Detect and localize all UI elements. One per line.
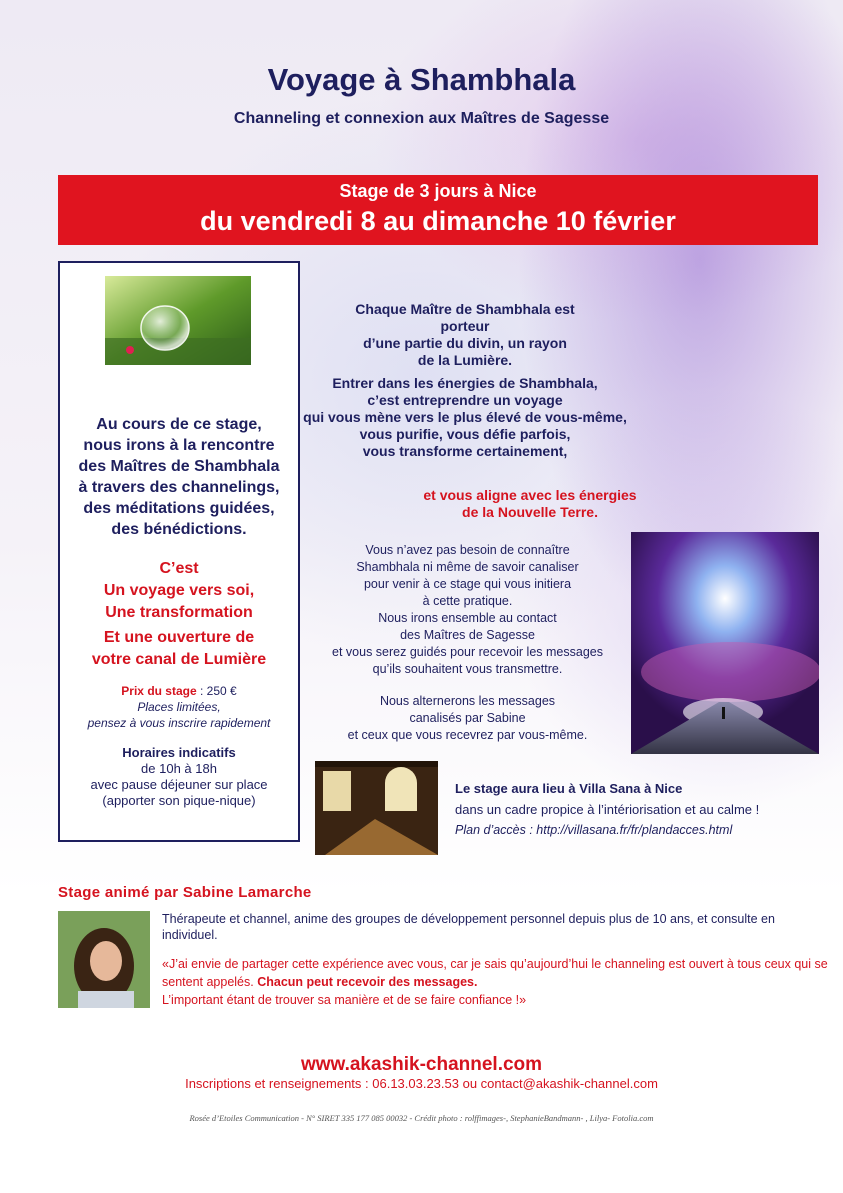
trainer-quote bbox=[162, 955, 832, 1009]
text-line: et vous serez guidés pour recevoir les messages bbox=[332, 645, 603, 659]
text-line: Chaque Maître de Shambhala est porteur bbox=[355, 301, 575, 334]
venue-plan-link[interactable]: Plan d’accès : http://villasana.fr/fr/plandacces.html bbox=[455, 823, 733, 837]
text-line: c’est entreprendre un voyage bbox=[367, 392, 563, 408]
hours-line: avec pause déjeuner sur place bbox=[90, 777, 268, 792]
text-line: à cette pratique. bbox=[422, 594, 513, 608]
price-block bbox=[60, 683, 298, 731]
page-title: Voyage à Shambhala bbox=[267, 62, 576, 97]
banner-duration: Stage de 3 jours à Nice bbox=[339, 181, 537, 201]
text-line: vous transforme certainement, bbox=[362, 443, 568, 459]
date-banner bbox=[58, 175, 818, 245]
text-line: vous purifie, vous défie parfois, bbox=[359, 426, 571, 442]
statement-line: Une transformation bbox=[105, 604, 253, 621]
stage-intro bbox=[60, 414, 298, 540]
intro-line: des méditations guidées, bbox=[83, 500, 275, 517]
price-note: Places limitées, bbox=[137, 700, 221, 714]
text-line: canalisés par Sabine bbox=[409, 711, 526, 725]
text-line: Nous irons ensemble au contact bbox=[378, 611, 557, 625]
paragraph-masters bbox=[330, 301, 600, 369]
venue-desc: dans un cadre propice à l’intériorisation et au calme ! bbox=[455, 802, 760, 817]
intro-line: des bénédictions. bbox=[111, 521, 247, 538]
text-line: de la Nouvelle Terre. bbox=[462, 504, 598, 520]
hours-block bbox=[60, 745, 298, 809]
intro-line: des Maîtres de Shambhala bbox=[78, 458, 280, 475]
intro-line: à travers des channelings, bbox=[78, 479, 280, 496]
venue-block bbox=[455, 778, 759, 841]
venue-title: Le stage aura lieu à Villa Sana à Nice bbox=[455, 781, 683, 796]
price-value: : 250 € bbox=[196, 684, 237, 698]
intro-line: nous irons à la rencontre bbox=[83, 437, 275, 454]
galaxy-path-image bbox=[631, 532, 819, 754]
text-line: d’une partie du divin, un rayon bbox=[363, 335, 567, 351]
price-note: pensez à vous inscrire rapidement bbox=[87, 716, 271, 730]
statement-line: Et une ouverture de bbox=[103, 629, 255, 646]
text-line: Nous alternerons les messages bbox=[379, 694, 556, 708]
paragraph-initiation bbox=[300, 542, 635, 678]
paragraph-alternate bbox=[300, 693, 635, 744]
website-link[interactable]: www.akashik-channel.com bbox=[300, 1054, 543, 1075]
price-label: Prix du stage bbox=[121, 684, 197, 698]
statement-line: Un voyage vers soi, bbox=[103, 582, 255, 599]
paragraph-energies bbox=[280, 375, 650, 460]
text-line: et vous aligne avec les énergies bbox=[423, 487, 637, 503]
text-line: qu’ils souhaitent vous transmettre. bbox=[372, 662, 563, 676]
text-line: et ceux que vous recevrez par vous-même. bbox=[347, 728, 588, 742]
trainer-portrait bbox=[58, 911, 150, 1008]
villa-room-photo bbox=[315, 761, 438, 855]
text-line: qui vous mène vers le plus élevé de vous-même, bbox=[303, 409, 627, 425]
text-line: de la Lumière. bbox=[417, 352, 513, 368]
trainer-heading: Stage animé par Sabine Lamarche bbox=[58, 884, 312, 901]
hours-line: (apporter son pique-nique) bbox=[102, 793, 256, 808]
text-line: des Maîtres de Sagesse bbox=[400, 628, 535, 642]
banner-dates: du vendredi 8 au dimanche 10 février bbox=[200, 206, 676, 236]
paragraph-new-earth bbox=[400, 487, 660, 521]
credits-footer: Rosée d’Etoiles Communication - N° SIRET 335 177 085 00032 - Crédit photo : rolffimages-, StephanieBandmann- , Lilya- Fotolia.com bbox=[189, 1113, 654, 1123]
trainer-bio: Thérapeute et channel, anime des groupes de développement personnel depuis plus de 10 ans, et consulte en individuel. bbox=[162, 912, 775, 942]
text-line: pour venir à ce stage qui vous initiera bbox=[363, 577, 572, 591]
quote-emphasis: Chacun peut recevoir des messages. bbox=[257, 975, 478, 989]
text-line: Shambhala ni même de savoir canaliser bbox=[356, 560, 579, 574]
voyage-statement bbox=[60, 558, 298, 671]
text-line: Vous n’avez pas besoin de connaître bbox=[365, 543, 570, 557]
statement-line: C’est bbox=[159, 560, 199, 577]
statement-line: votre canal de Lumière bbox=[91, 651, 267, 668]
text-line: Entrer dans les énergies de Shambhala, bbox=[332, 375, 598, 391]
hours-label: Horaires indicatifs bbox=[122, 745, 236, 760]
intro-line: Au cours de ce stage, bbox=[96, 416, 262, 433]
quote-text: «J’ai envie de partager cette expérience avec vous, car je sais qu’aujourd’hui le channeling est ouvert à tous ceux qui se sentent appelés. bbox=[162, 957, 828, 989]
contact-info: Inscriptions et renseignements : 06.13.03.23.53 ou contact@akashik-channel.com bbox=[185, 1076, 658, 1091]
quote-text: L’important étant de trouver sa manière et de se faire confiance !» bbox=[162, 993, 527, 1007]
hours-line: de 10h à 18h bbox=[141, 761, 217, 776]
bubble-photo bbox=[105, 276, 251, 365]
page-subtitle: Channeling et connexion aux Maîtres de Sagesse bbox=[233, 110, 610, 127]
